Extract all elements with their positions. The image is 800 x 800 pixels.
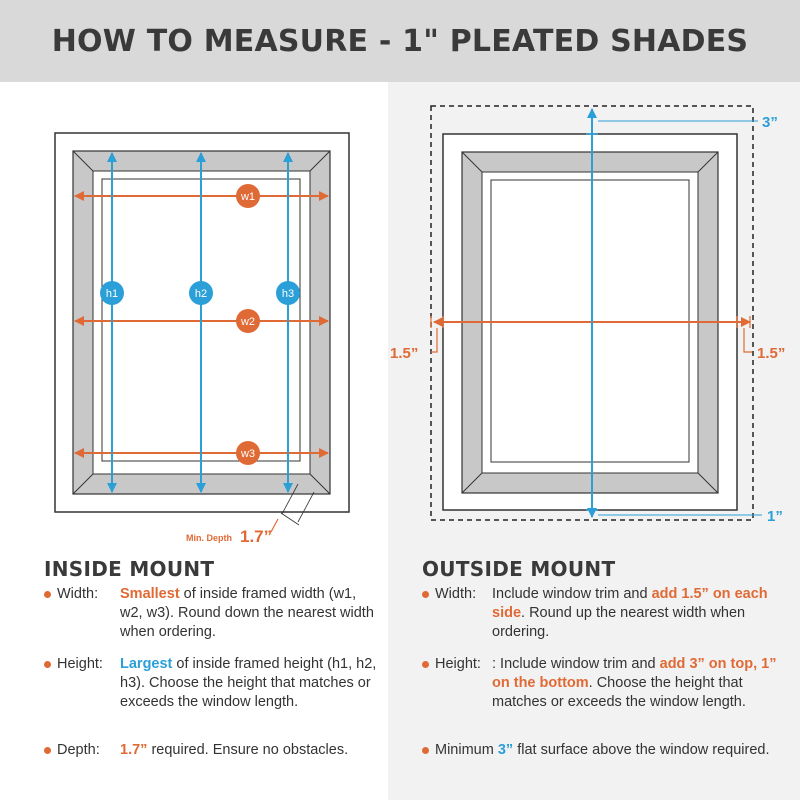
inside-depth-label: Depth: — [57, 742, 100, 758]
w3-label: w3 — [240, 448, 256, 460]
h2-label: h2 — [194, 288, 208, 300]
bullet-icon — [44, 747, 51, 754]
w3-badge — [236, 441, 260, 465]
inside-width-highlight: Smallest — [120, 586, 180, 602]
outside-width-text-a: Include window trim and — [492, 586, 652, 602]
inside-height-highlight: Largest — [120, 656, 173, 672]
outside-height-text-a: : Include window trim and — [492, 656, 660, 672]
h1-badge — [100, 281, 124, 305]
h3-badge — [276, 281, 300, 305]
w1-label: w1 — [240, 191, 256, 203]
w1-badge — [236, 184, 260, 208]
outside-window — [390, 106, 785, 525]
inside-mount-section — [44, 557, 384, 787]
outside-height-text-b: . Choose the height that matches or exceeds the window length. — [492, 675, 746, 710]
inside-height-text: of inside framed height (h1, h2, h3). Choose the height that matches or exceeds the window length. — [120, 656, 377, 710]
depth-caption: Min. Depth — [186, 533, 232, 543]
right-extension-label: 1.5” — [757, 345, 786, 362]
outside-height-item — [422, 655, 794, 735]
h3-label: h3 — [281, 288, 295, 300]
outside-width-text-b: . Round up the nearest width when ordering. — [492, 605, 746, 640]
w2-badge — [236, 309, 260, 333]
outside-width-highlight: add 1.5” on each side — [492, 586, 768, 621]
bullet-icon — [44, 661, 51, 668]
inside-width-item — [44, 585, 384, 645]
outside-min-text-b: flat surface above the window required. — [513, 742, 770, 758]
outside-min-item — [422, 741, 794, 763]
outside-min-highlight: 3” — [497, 742, 514, 758]
outside-height-highlight: add 3” on top, 1” on the bottom — [492, 656, 777, 691]
outside-width-label: Width: — [435, 586, 477, 602]
bottom-extension-label: 1” — [767, 508, 783, 525]
inside-height-item — [44, 655, 384, 715]
inside-mount-title: INSIDE MOUNT — [44, 557, 215, 581]
inside-height-label: Height: — [57, 656, 103, 672]
top-extension-marker — [586, 114, 778, 134]
h2-badge — [189, 281, 213, 305]
outside-width-item — [422, 585, 794, 645]
inside-depth-item — [44, 741, 384, 763]
bullet-icon — [422, 661, 429, 668]
inside-width-text: of inside framed width (w1, w2, w3). Round down the nearest width when ordering. — [120, 586, 374, 640]
h1-label: h1 — [105, 288, 119, 300]
outside-mount-section — [422, 557, 794, 787]
outside-mount-title: OUTSIDE MOUNT — [422, 557, 616, 581]
inside-depth-highlight: 1.7” — [120, 742, 148, 758]
page-title: HOW TO MEASURE - 1" PLEATED SHADES — [51, 23, 749, 59]
top-extension-label: 3” — [762, 114, 778, 131]
outside-height-label: Height: — [435, 656, 481, 672]
inside-depth-text: required. Ensure no obstacles. — [147, 742, 349, 758]
bullet-icon — [422, 747, 429, 754]
inside-window — [55, 133, 349, 546]
w2-label: w2 — [240, 316, 256, 328]
depth-value: 1.7” — [240, 527, 273, 546]
left-extension-label: 1.5” — [390, 345, 419, 362]
bullet-icon — [44, 591, 51, 598]
inside-width-label: Width: — [57, 586, 99, 602]
bullet-icon — [422, 591, 429, 598]
outside-min-text-a: Minimum — [435, 742, 498, 758]
